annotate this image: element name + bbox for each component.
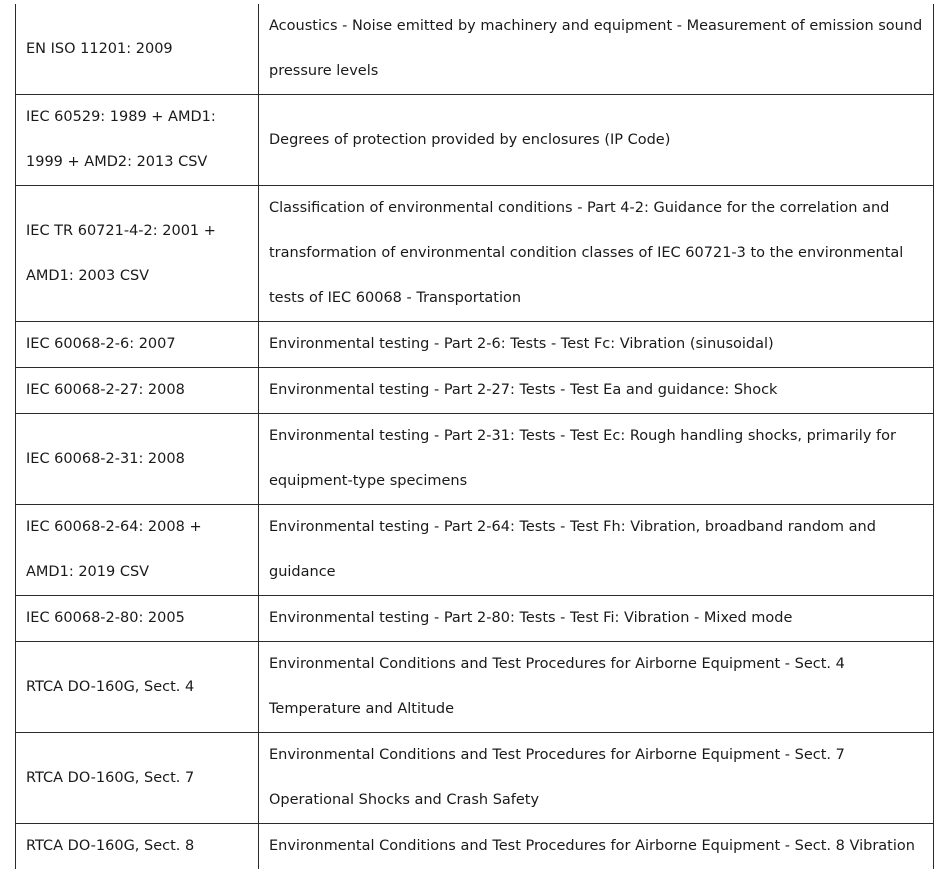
table-row	[16, 642, 934, 733]
standard-code-cell: IEC 60068-2-6: 2007	[16, 322, 259, 368]
standard-code-cell: RTCA DO-160G, Sect. 8	[16, 824, 259, 870]
standard-code-cell: RTCA DO-160G, Sect. 4	[16, 642, 259, 733]
standard-title-cell: Environmental Conditions and Test Procedures for Airborne Equipment - Sect. 7 Operational Shocks and Crash Safety	[259, 733, 934, 824]
standard-code-cell: IEC 60529: 1989 + AMD1: 1999 + AMD2: 2013 CSV	[16, 95, 259, 186]
table-row	[16, 414, 934, 505]
standard-title-cell: Degrees of protection provided by enclosures (IP Code)	[259, 95, 934, 186]
table-row	[16, 368, 934, 414]
standard-code-cell: IEC 60068-2-31: 2008	[16, 414, 259, 505]
standard-title-cell: Environmental testing - Part 2-64: Tests - Test Fh: Vibration, broadband random and guidance	[259, 505, 934, 596]
table-row	[16, 824, 934, 870]
standard-code-cell: EN ISO 11201: 2009	[16, 4, 259, 95]
standard-title-cell: Classification of environmental conditions - Part 4-2: Guidance for the correlation and transformation of environmental condition classes of IEC 60721-3 to the environmental tests of IEC 60068 - Transportation	[259, 186, 934, 322]
standard-title-cell: Acoustics - Noise emitted by machinery and equipment - Measurement of emission sound pressure levels	[259, 4, 934, 95]
standard-code-cell: IEC TR 60721-4-2: 2001 + AMD1: 2003 CSV	[16, 186, 259, 322]
table-row	[16, 95, 934, 186]
table-row	[16, 322, 934, 368]
standard-code-cell: IEC 60068-2-80: 2005	[16, 596, 259, 642]
standards-table	[15, 4, 934, 869]
standard-code-cell: IEC 60068-2-27: 2008	[16, 368, 259, 414]
table-row	[16, 596, 934, 642]
standard-title-cell: Environmental Conditions and Test Procedures for Airborne Equipment - Sect. 8 Vibration	[259, 824, 934, 870]
table-row	[16, 4, 934, 95]
standard-title-cell: Environmental testing - Part 2-80: Tests - Test Fi: Vibration - Mixed mode	[259, 596, 934, 642]
standard-title-cell: Environmental testing - Part 2-27: Tests - Test Ea and guidance: Shock	[259, 368, 934, 414]
table-row	[16, 505, 934, 596]
standard-title-cell: Environmental testing - Part 2-6: Tests - Test Fc: Vibration (sinusoidal)	[259, 322, 934, 368]
table-row	[16, 733, 934, 824]
standard-title-cell: Environmental Conditions and Test Procedures for Airborne Equipment - Sect. 4 Temperature and Altitude	[259, 642, 934, 733]
standard-title-cell: Environmental testing - Part 2-31: Tests - Test Ec: Rough handling shocks, primarily for equipment-type specimens	[259, 414, 934, 505]
table-row	[16, 186, 934, 322]
standard-code-cell: IEC 60068-2-64: 2008 + AMD1: 2019 CSV	[16, 505, 259, 596]
standard-code-cell: RTCA DO-160G, Sect. 7	[16, 733, 259, 824]
